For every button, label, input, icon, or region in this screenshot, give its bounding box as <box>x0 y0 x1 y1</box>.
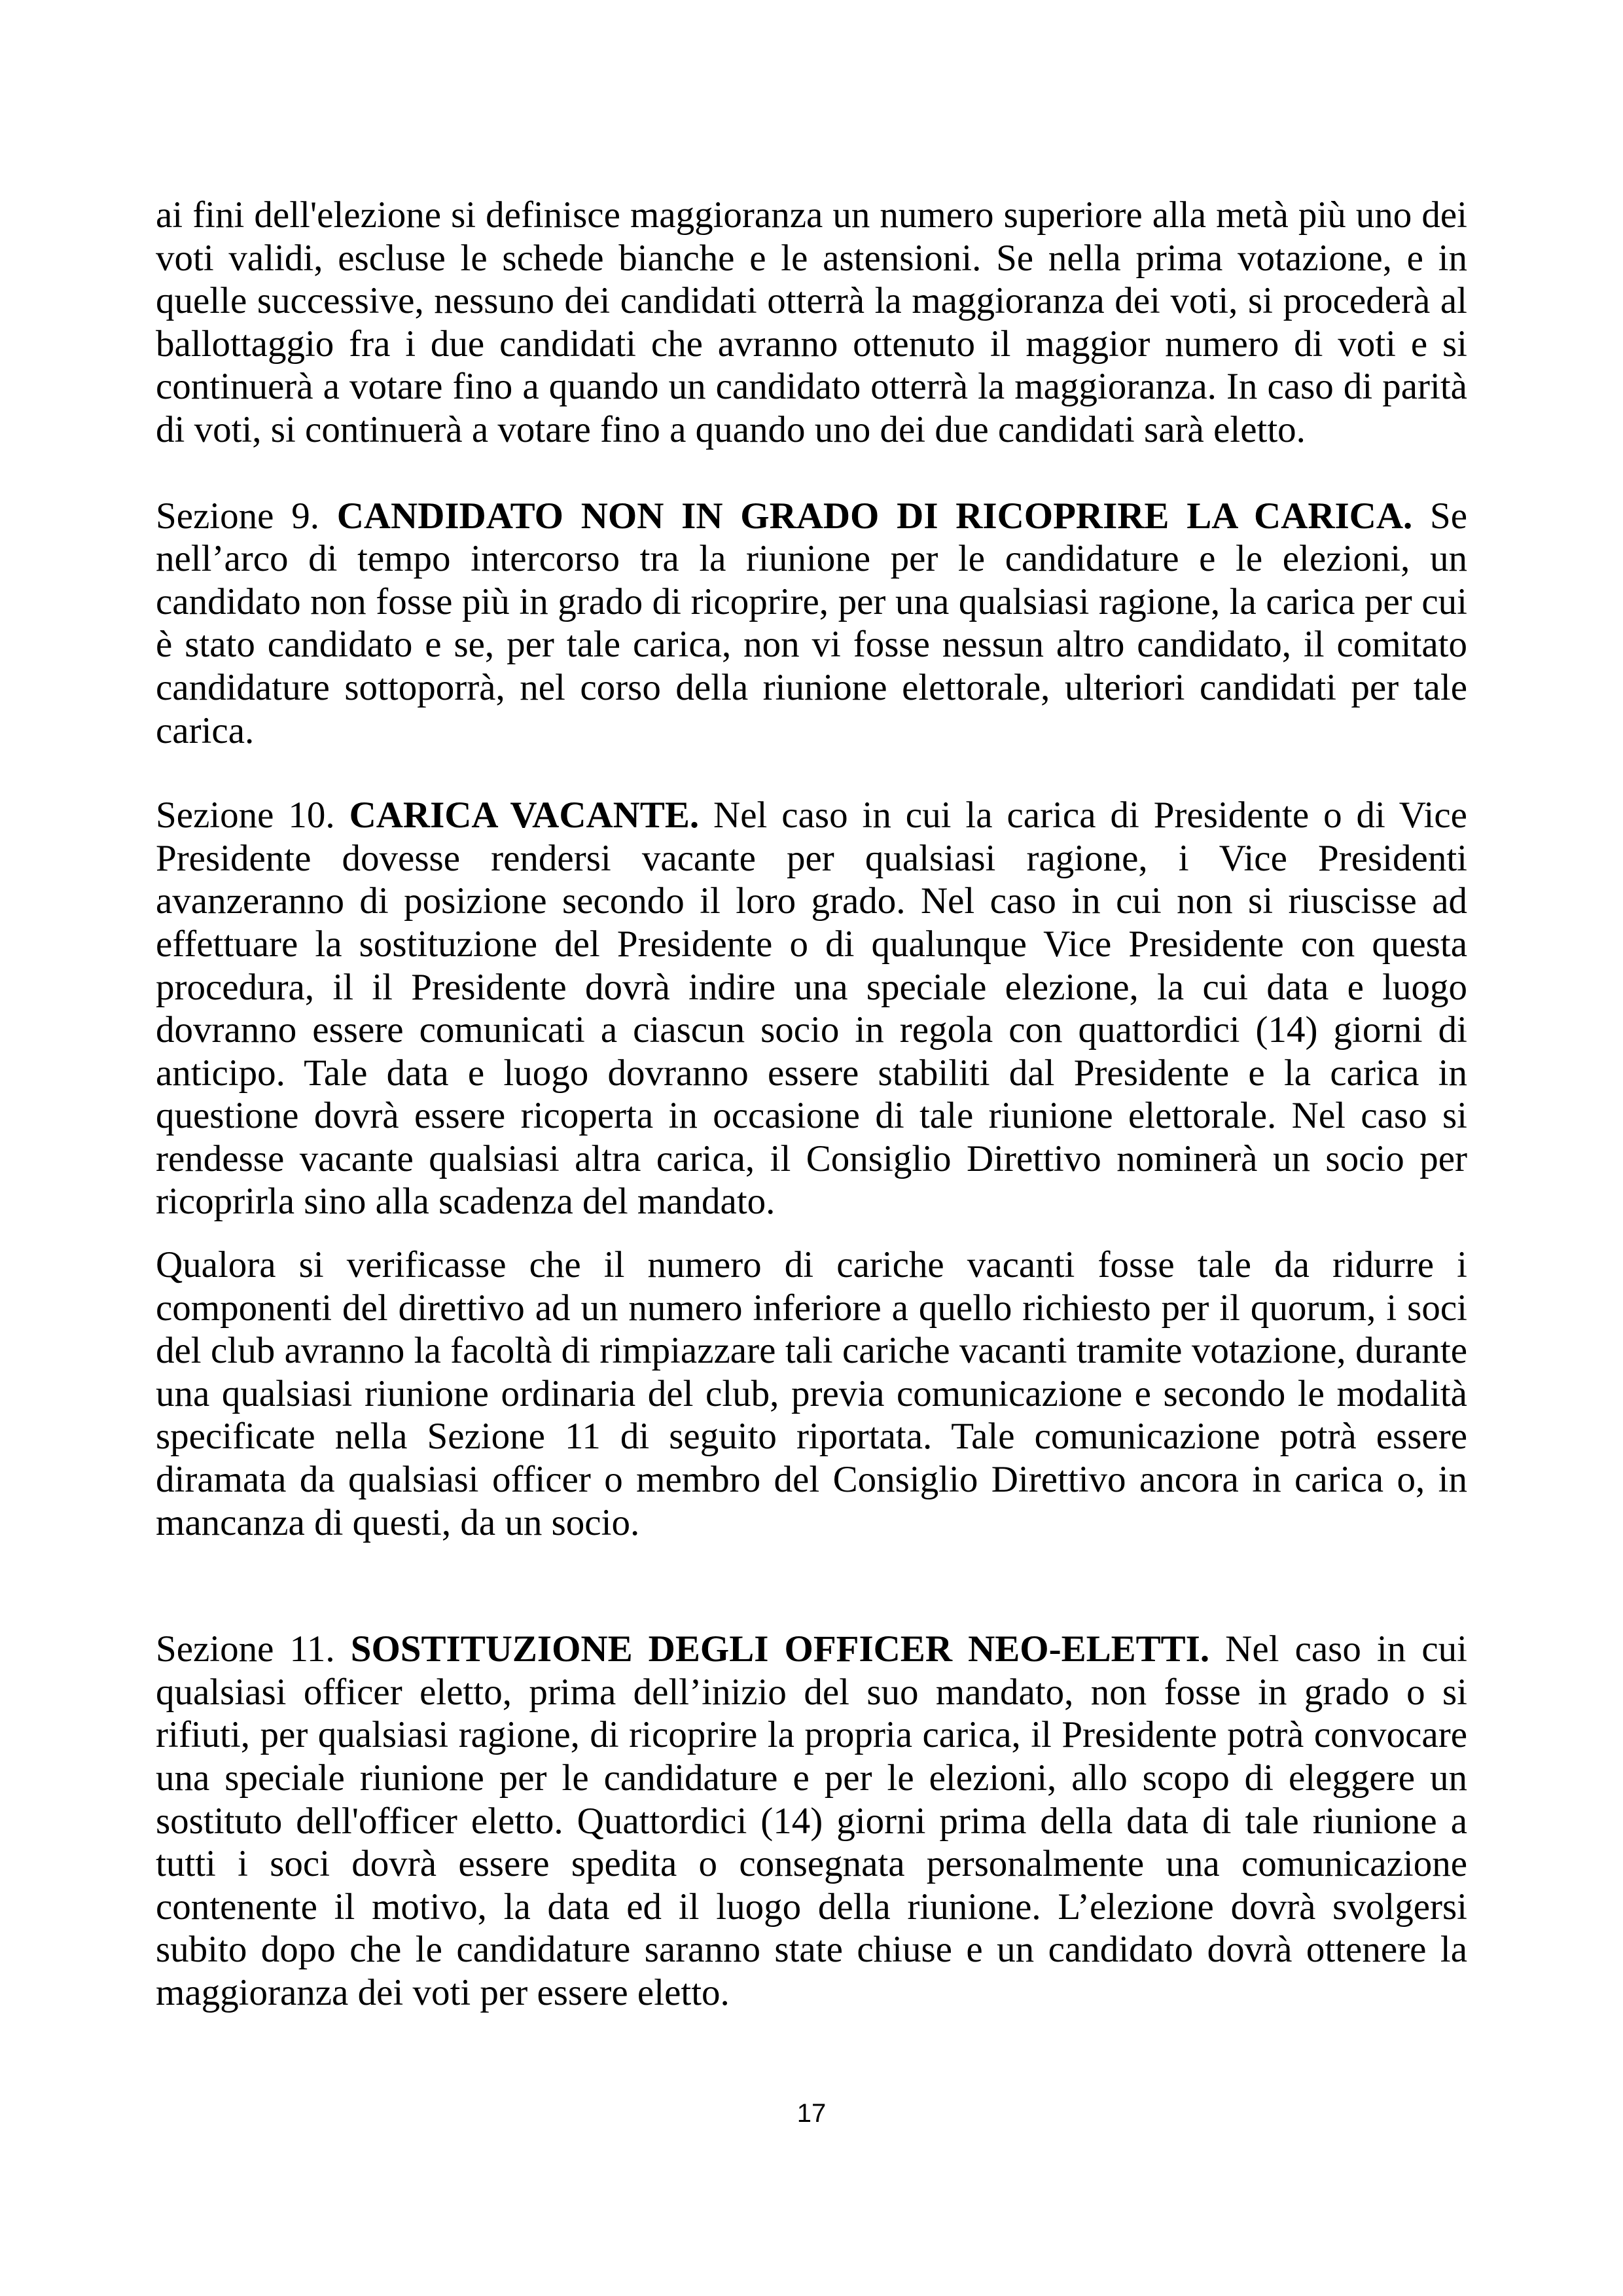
paragraph-text: ai fini dell'elezione si definisce maggioranza un numero superiore alla metà più uno dei voti validi, escluse le schede bianche e le astensioni. Se nella prima votazione, e in quelle successive, nessuno dei candidati otterrà la maggioranza dei voti, si procederà al ballottaggio fra i due candidati che avranno ottenuto il maggior numero di voti e si continuerà a votare fino a quando un candidato otterrà la maggioranza. In caso di parità di voti, si continuerà a votare fino a quando uno dei due candidati sarà eletto. <box>156 194 1467 450</box>
page-number: 17 <box>796 2099 827 2128</box>
section-prefix: Sezione 11. <box>156 1628 351 1670</box>
paragraph-section-11 <box>156 1628 1467 2014</box>
section-heading: CANDIDATO NON IN GRADO DI RICOPRIRE LA CARICA. <box>336 495 1413 537</box>
paragraph-text: Nel caso in cui qualsiasi officer eletto, prima dell’inizio del suo mandato, non fosse in grado o si rifiuti, per qualsiasi ragione, di ricoprire la propria carica, il Presidente potrà convocare una speciale riunione per le candidature e per le elezioni, allo scopo di eleggere un sostituto dell'officer eletto. Quattordici (14) giorni prima della data di tale riunione a tutti i soci dovrà essere spedita o consegnata personalmente una comunicazione contenente il motivo, la data ed il luogo della riunione. L’elezione dovrà svolgersi subito dopo che le candidature saranno state chiuse e un candidato dovrà ottenere la maggioranza dei voti per essere eletto. <box>156 1628 1467 2013</box>
paragraph-text: Se nell’arco di tempo intercorso tra la riunione per le candidature e le elezioni, un candidato non fosse più in grado di ricoprire, per una qualsiasi ragione, la carica per cui è stato candidato e se, per tale carica, non vi fosse nessun altro candidato, il comitato candidature sottoporrà, nel corso della riunione elettorale, ulteriori candidati per tale carica. <box>156 495 1468 751</box>
paragraph-text: Nel caso in cui la carica di Presidente o di Vice Presidente dovesse rendersi vacante per qualsiasi ragione, i Vice Presidenti avanzeranno di posizione secondo il loro grado. Nel caso in cui non si riuscisse ad effettuare la sostituzione del Presidente o di qualunque Vice Presidente con questa procedura, il il Presidente dovrà indire una speciale elezione, la cui data e luogo dovranno essere comunicati a ciascun socio in regola con quattordici (14) giorni di anticipo. Tale data e luogo dovranno essere stabiliti dal Presidente e la carica in questione dovrà essere ricoperta in occasione di tale riunione elettorale. Nel caso si rendesse vacante qualsiasi altra carica, il Consiglio Direttivo nominerà un socio per ricoprirla sino alla scadenza del mandato. <box>156 795 1467 1223</box>
spacer <box>156 452 1467 495</box>
spacer <box>156 752 1467 794</box>
section-heading: CARICA VACANTE. <box>349 795 700 836</box>
section-prefix: Sezione 10. <box>156 795 349 836</box>
paragraph-section-10 <box>156 794 1467 1223</box>
section-heading: SOSTITUZIONE DEGLI OFFICER NEO-ELETTI. <box>350 1628 1210 1670</box>
paragraph-election-majority <box>156 194 1467 452</box>
paragraph-quorum <box>156 1244 1467 1544</box>
document-page <box>156 194 1467 2015</box>
paragraph-text: Qualora si verificasse che il numero di cariche vacanti fosse tale da ridurre i componenti del direttivo ad un numero inferiore a quello richiesto per il quorum, i soci del club avranno la facoltà di rimpiazzare tali cariche vacanti tramite votazione, durante una qualsiasi riunione ordinaria del club, previa comunicazione e secondo le modalità specificate nella Sezione 11 di seguito riportata. Tale comunicazione potrà essere diramata da qualsiasi officer o membro del Consiglio Direttivo ancora in carica o, in mancanza di questi, da un socio. <box>156 1244 1467 1543</box>
paragraph-section-9 <box>156 495 1467 753</box>
spacer <box>156 1544 1467 1628</box>
section-prefix: Sezione 9. <box>156 495 337 537</box>
spacer <box>156 1223 1467 1244</box>
